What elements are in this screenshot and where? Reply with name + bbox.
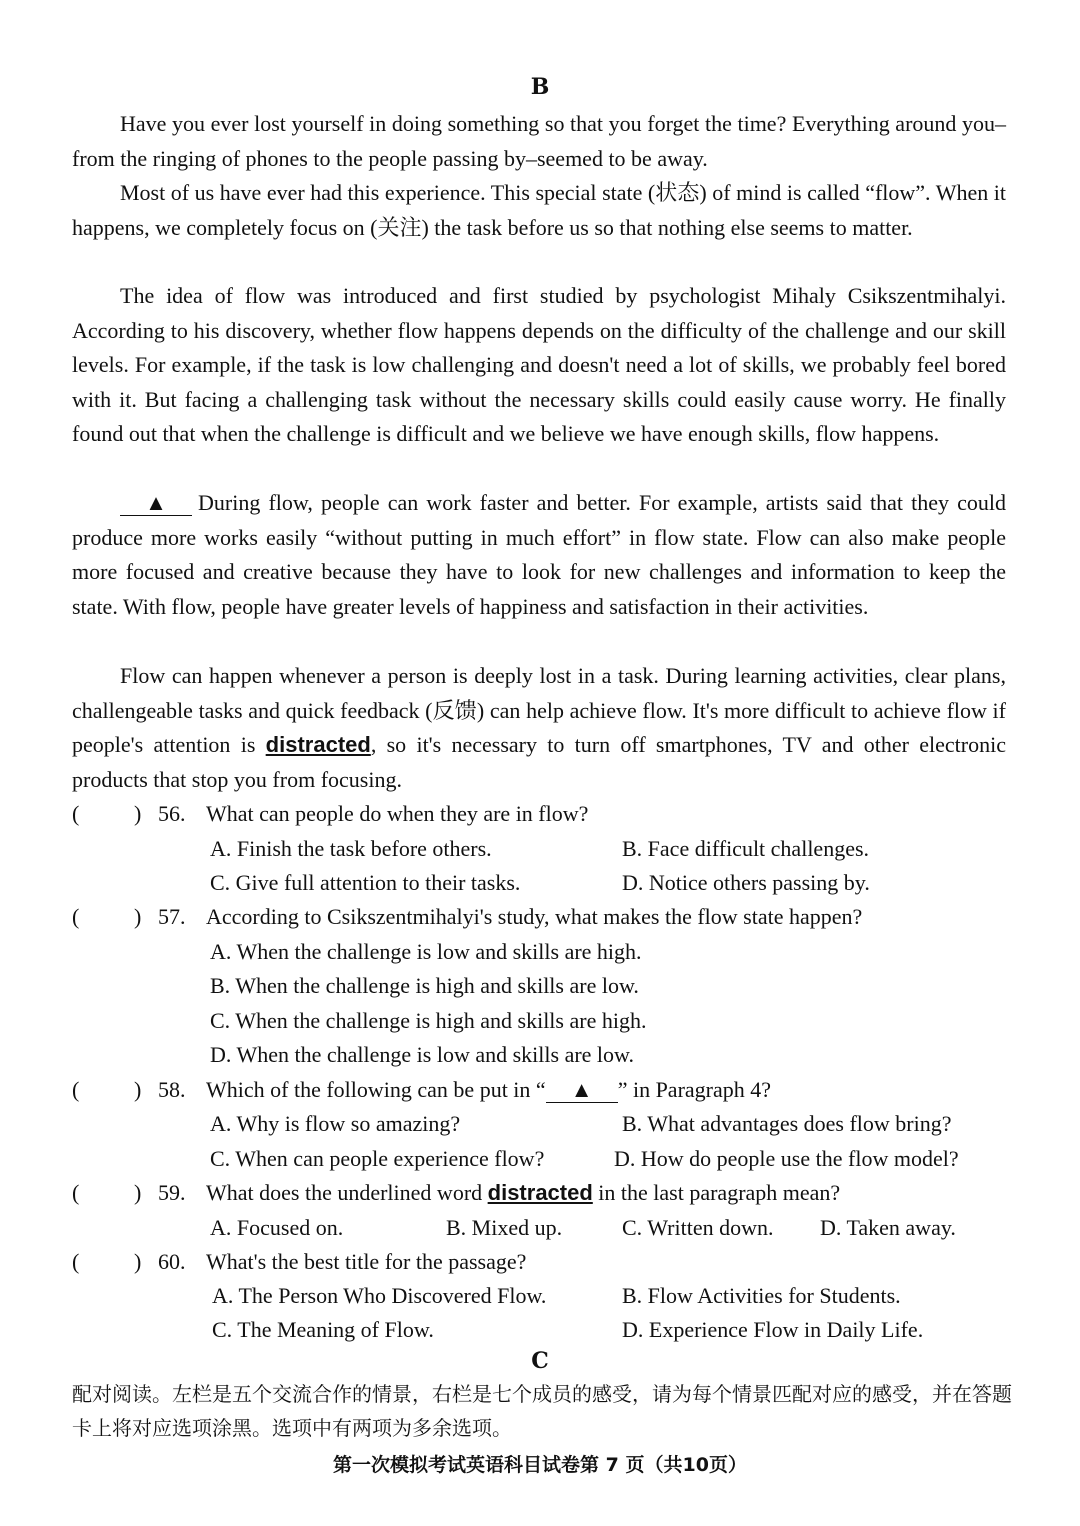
- option-57-c: C. When the challenge is high and skills are high.: [210, 1008, 647, 1033]
- page-footer: 第一次模拟考试英语科目试卷第 7 页（共10页）: [333, 1454, 747, 1476]
- section-b-heading: B: [530, 74, 550, 100]
- paragraph-2: [72, 176, 1006, 245]
- option-60-b: B. Flow Activities for Students.: [622, 1283, 901, 1308]
- option-59-d: D. Taken away.: [820, 1215, 956, 1240]
- option-59-a: A. Focused on.: [210, 1215, 344, 1240]
- paragraph-5: [72, 659, 1006, 797]
- option-57-d: D. When the challenge is low and skills are low.: [210, 1042, 635, 1067]
- underlined-word: distracted: [265, 732, 371, 758]
- question-text: What's the best title for the passage?: [206, 1249, 527, 1274]
- paragraph-1: [72, 107, 1006, 176]
- question-number: 57.: [158, 904, 186, 929]
- answer-paren-open: (: [72, 1077, 80, 1102]
- answer-paren-open: (: [72, 1249, 80, 1274]
- option-58-d: D. How do people use the flow model?: [614, 1146, 959, 1171]
- question-57: [72, 900, 1032, 934]
- option-57-b: B. When the challenge is high and skills are low.: [210, 973, 639, 998]
- answer-paren-open: (: [72, 1180, 80, 1205]
- question-59: [72, 1176, 1032, 1210]
- paragraph-3: [72, 279, 1006, 452]
- answer-paren-close: ): [134, 801, 142, 826]
- option-56-d: D. Notice others passing by.: [622, 870, 870, 895]
- answer-paren-close: ): [134, 1180, 142, 1205]
- question-number: 56.: [158, 801, 186, 826]
- question-text: According to Csikszentmihalyi's study, what makes the flow state happen?: [206, 904, 863, 929]
- section-c-instruction: 配对阅读。左栏是五个交流合作的情景，右栏是七个成员的感受，请为每个情景匹配对应的感受，并在答题卡上将对应选项涂黑。选项中有两项为多余选项。: [72, 1382, 1012, 1440]
- paragraph-2-text: Most of us have ever had this experience. This special state (状态) of mind is called “flow”. When it happens, we completely focus on (关注) the task before us so that nothing else seems to matter.: [72, 180, 1006, 240]
- question-number: 60.: [158, 1249, 186, 1274]
- question-text: What does the underlined word distracted in the last paragraph mean?: [206, 1180, 841, 1205]
- question-number: 58.: [158, 1077, 186, 1102]
- answer-paren-close: ): [134, 904, 142, 929]
- paragraph-4: [72, 486, 1006, 624]
- paragraph-3-text: The idea of flow was introduced and first studied by psychologist Mihaly Csikszentmihalyi. According to his discovery, whether flow happens depends on the difficulty of the challenge and our skill levels. For example, if the task is low challenging and doesn't need a lot of skills, we probably feel bored with it. But facing a challenging task without the necessary skills could easily cause worry. He finally found out that when the challenge is difficult and we believe we have enough skills, flow happens.: [72, 283, 1006, 447]
- answer-blank: ▲: [546, 1078, 618, 1103]
- option-58-a: A. Why is flow so amazing?: [210, 1111, 461, 1136]
- answer-paren-open: (: [72, 904, 80, 929]
- answer-paren-open: (: [72, 801, 80, 826]
- option-56-c: C. Give full attention to their tasks.: [210, 870, 521, 895]
- option-60-c: C. The Meaning of Flow.: [212, 1317, 434, 1342]
- option-60-d: D. Experience Flow in Daily Life.: [622, 1317, 924, 1342]
- underlined-word: distracted: [487, 1180, 593, 1205]
- option-59-c: C. Written down.: [622, 1215, 774, 1240]
- option-58-c: C. When can people experience flow?: [210, 1146, 545, 1171]
- option-56-a: A. Finish the task before others.: [210, 836, 492, 861]
- paragraph-5-text-end: , so it's necessary to turn off smartphones, TV and other electronic products that stop you from focusing.: [72, 732, 1006, 792]
- section-c-heading: C: [531, 1348, 549, 1374]
- question-56: [72, 797, 1032, 831]
- question-58: [72, 1073, 1032, 1107]
- option-58-b: B. What advantages does flow bring?: [622, 1111, 952, 1136]
- paragraph-1-text: Have you ever lost yourself in doing something so that you forget the time? Everything around you–from the ringing of phones to the people passing by–seemed to be away.: [72, 111, 1006, 171]
- option-60-a: A. The Person Who Discovered Flow.: [212, 1283, 547, 1308]
- question-text: Which of the following can be put in “ ▲ ” in Paragraph 4?: [206, 1077, 772, 1102]
- answer-blank: ▲: [120, 491, 192, 516]
- question-number: 59.: [158, 1180, 186, 1205]
- question-text: What can people do when they are in flow?: [206, 801, 589, 826]
- paragraph-5-text-start: Flow can happen whenever a person is deeply lost in a task. During learning activities, clear plans, challengeable tasks and quick feedback (反馈) can help achieve flow. It's more difficult to achieve flow if people's attention is: [72, 663, 1006, 758]
- paragraph-4-text: During flow, people can work faster and better. For example, artists said that they could produce more works easily “without putting in much effort” in flow state. Flow can also make people more focused and creative because they have to look for new challenges and information to keep the state. With flow, people have greater levels of happiness and satisfaction in their activities.: [72, 490, 1006, 619]
- option-59-b: B. Mixed up.: [446, 1215, 563, 1240]
- option-56-b: B. Face difficult challenges.: [622, 836, 870, 861]
- question-60: [72, 1245, 1032, 1279]
- option-57-a: A. When the challenge is low and skills are high.: [210, 939, 642, 964]
- answer-paren-close: ): [134, 1249, 142, 1274]
- answer-paren-close: ): [134, 1077, 142, 1102]
